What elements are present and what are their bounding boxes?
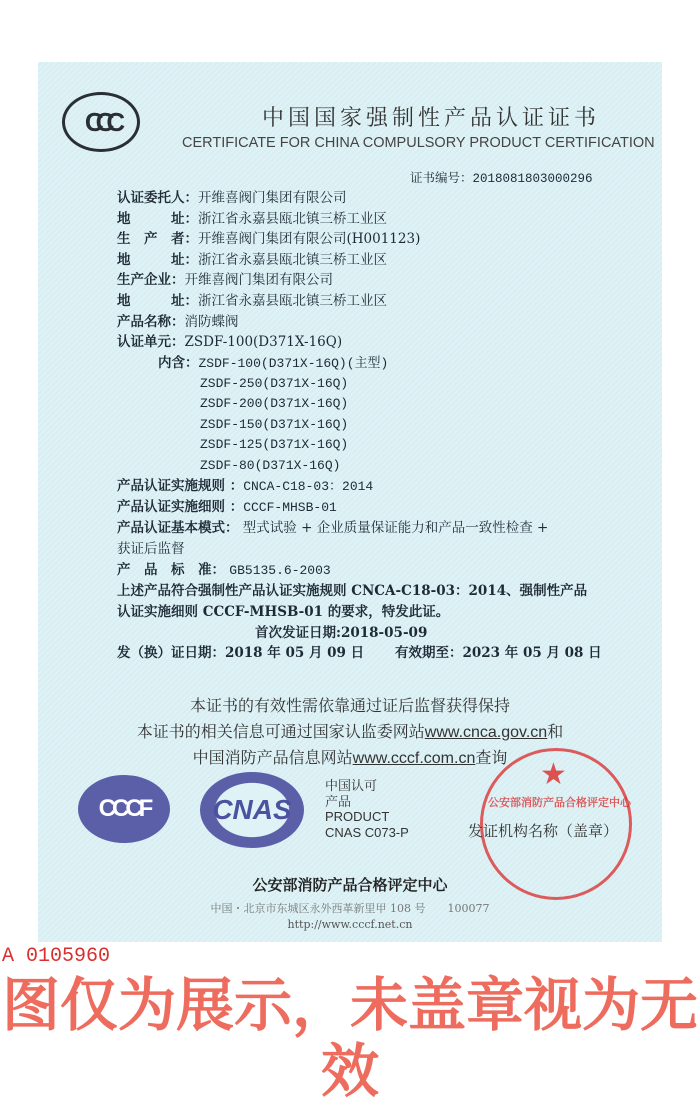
cccf-logo: CCCF	[78, 775, 170, 843]
field-row	[117, 189, 347, 207]
field-row	[117, 271, 333, 289]
watermark: 图仅为展示，未盖章视为无效	[1, 971, 698, 1105]
field-label: 认证委托人：	[117, 190, 198, 206]
mode-label: 产品认证基本模式：	[117, 520, 239, 536]
rules-label: 产品认证实施规则 ：	[117, 478, 244, 494]
valid-until: 有效期至：2023 年 05 月 08 日	[395, 645, 602, 661]
certificate-number: 证书编号：2018081803000296	[410, 172, 593, 186]
field-label: 认证单元：	[117, 334, 185, 351]
notice-2-suffix: 和	[547, 722, 564, 741]
contains-row	[158, 354, 388, 373]
mode-value-2: 获证后监督	[117, 541, 185, 557]
issuer-website: http://www.cccf.net.cn	[287, 918, 413, 931]
model: ZSDF-200(D371X-16Q)	[200, 396, 349, 411]
statement-1: 上述产品符合强制性产品认证实施规则 CNCA-C18-03：2014、强制性产品	[117, 583, 588, 599]
cnas-accreditation-text	[325, 778, 409, 840]
statement-2: 认证实施细则 CCCF-MHSB-01 的要求，特发此证。	[117, 604, 450, 620]
seal-text: 公安部消防产品合格评定中心	[488, 796, 631, 809]
cnas-logo: CNAS	[200, 772, 304, 848]
seal-star-icon: ★	[540, 757, 567, 792]
field-row	[117, 230, 420, 248]
field-value: 消防蝶阀	[184, 313, 239, 330]
standard-row	[117, 561, 331, 580]
model: ZSDF-150(D371X-16Q)	[200, 417, 349, 432]
serial-number: A 0105960	[2, 945, 111, 968]
ccc-logo: CCC	[62, 92, 140, 152]
first-issue-date: 首次发证日期:2018-05-09	[255, 625, 428, 641]
field-value: 浙江省永嘉县瓯北镇三桥工业区	[198, 210, 387, 227]
notice-3-suffix: 查询	[475, 748, 508, 767]
notice-2-text: 本证书的相关信息可通过国家认监委网站	[136, 722, 425, 741]
field-label: 生产企业：	[117, 272, 185, 289]
issuer-name: 公安部消防产品合格评定中心	[252, 876, 448, 894]
details-row	[117, 498, 337, 517]
field-label: 地 址：	[117, 293, 198, 309]
model: ZSDF-250(D371X-16Q)	[200, 376, 349, 391]
issuer-address: 中国・北京市东城区永外西革新里甲 108 号 100077	[210, 902, 490, 915]
cnas-line: CNAS C073-P	[325, 824, 409, 840]
model: ZSDF-100(D371X-16Q)(主型)	[198, 356, 389, 371]
details-value: CCCF-MHSB-01	[243, 500, 337, 515]
field-value: 浙江省永嘉县瓯北镇三桥工业区	[198, 293, 387, 309]
details-label: 产品认证实施细则 ：	[117, 499, 244, 515]
title-cn: 中国国家强制性产品认证证书	[262, 106, 601, 131]
field-row	[117, 313, 239, 331]
cnca-link[interactable]: www.cnca.gov.cn	[424, 724, 548, 741]
issuer-label: 发证机构名称（盖章）	[468, 822, 619, 840]
cnas-line: 中国认可	[325, 778, 378, 793]
issue-date: 发（换）证日期：2018 年 05 月 09 日	[117, 645, 365, 661]
standard-label: 产 品 标 准：	[117, 562, 225, 578]
field-value: 开维喜阀门集团有限公司	[198, 190, 347, 206]
notice-3-text: 中国消防产品信息网站	[192, 748, 353, 767]
rules-value: CNCA-C18-03：2014	[243, 479, 374, 494]
rules-row	[117, 477, 373, 496]
field-row	[117, 251, 387, 269]
model: ZSDF-125(D371X-16Q)	[200, 437, 349, 452]
contains-label: 内含：	[158, 355, 199, 371]
field-label: 地 址：	[117, 210, 198, 227]
field-row	[117, 210, 387, 228]
standard-value: GB5135.6-2003	[229, 563, 331, 578]
field-value: 浙江省永嘉县瓯北镇三桥工业区	[198, 251, 387, 268]
model: ZSDF-80(D371X-16Q)	[200, 458, 341, 473]
field-value: 开维喜阀门集团有限公司(H001123)	[198, 231, 421, 248]
field-row	[117, 292, 387, 310]
cccf-link[interactable]: www.cccf.com.cn	[352, 750, 476, 767]
notice-1: 本证书的有效性需依靠通过证后监督获得保持	[189, 696, 510, 715]
cnas-line: 产品	[325, 793, 352, 809]
field-value: 开维喜阀门集团有限公司	[184, 272, 333, 289]
field-label: 生 产 者：	[117, 231, 198, 248]
notice-2	[0, 719, 700, 742]
field-label: 地 址：	[117, 251, 198, 268]
mode-row	[117, 519, 548, 537]
mode-value: 型式试验 + 企业质量保证能力和产品一致性检查 +	[242, 520, 549, 536]
cnas-line: PRODUCT	[325, 809, 390, 824]
field-label: 产品名称：	[117, 313, 185, 330]
field-row	[117, 333, 342, 351]
title-en: CERTIFICATE FOR CHINA COMPULSORY PRODUCT CERTIFICATION	[182, 135, 655, 151]
field-value: ZSDF-100(D371X-16Q)	[184, 334, 343, 351]
